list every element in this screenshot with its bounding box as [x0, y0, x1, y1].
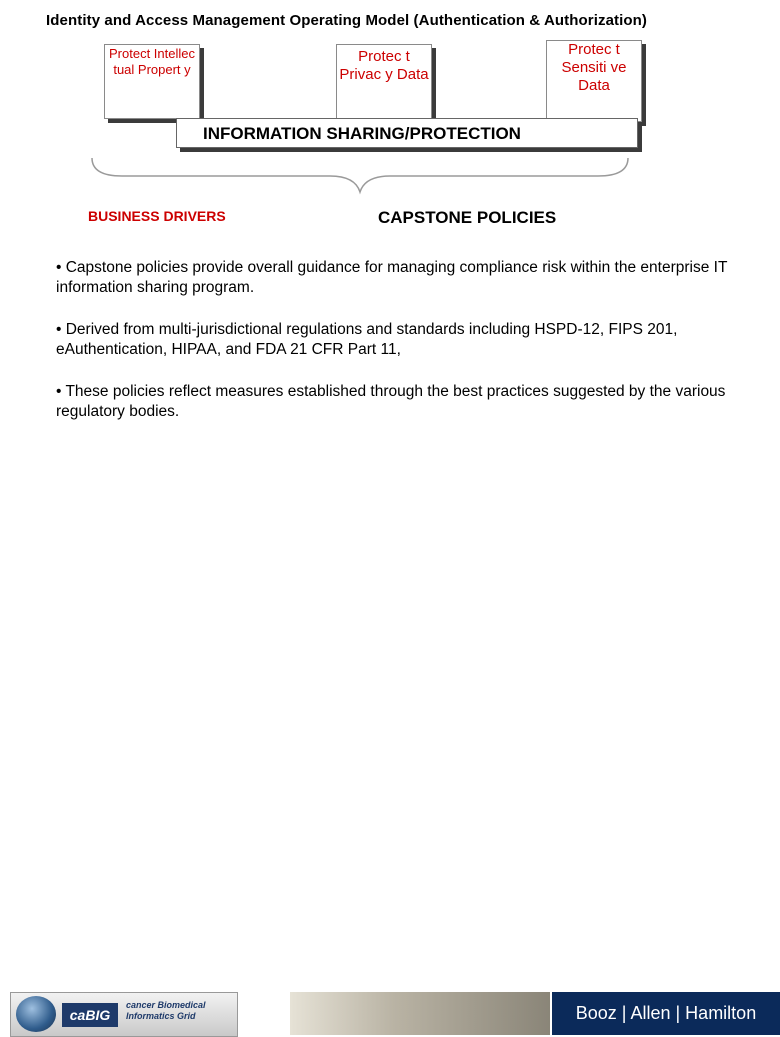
- globe-icon: [16, 996, 56, 1032]
- pillar-label: Protec t Privac y Data: [339, 48, 429, 83]
- capstone-policies-label: CAPSTONE POLICIES: [378, 208, 557, 227]
- cabig-subtitle: cancer Biomedical Informatics Grid: [126, 1000, 206, 1021]
- footer-decorative-strip: [290, 992, 550, 1035]
- bullet-item: • Derived from multi-jurisdictional regulations and standards including HSPD-12, FIPS 201, eAuthentication, HIPAA, and FDA 21 CFR Part 11,: [56, 321, 678, 358]
- page-title: Identity and Access Management Operating Model (Authentication & Authorization): [46, 12, 647, 29]
- information-sharing-banner: INFORMATION SHARING/PROTECTION: [176, 118, 638, 148]
- pillar-label: Protec t Sensiti ve Data: [561, 41, 627, 94]
- bullet-item: • These policies reflect measures established through the best practices suggested by the various regulatory bodies.: [56, 383, 726, 420]
- footer: [0, 495, 780, 1023]
- cabig-logo: caBIG: [62, 1003, 118, 1027]
- bullet-item: • Capstone policies provide overall guidance for managing compliance risk within the enterprise IT information sharing program.: [56, 259, 728, 296]
- business-drivers-label: BUSINESS DRIVERS: [88, 208, 226, 224]
- company-logo: Booz | Allen | Hamilton: [552, 992, 780, 1035]
- pillar-label: Protect Intellec tual Propert y: [109, 46, 195, 77]
